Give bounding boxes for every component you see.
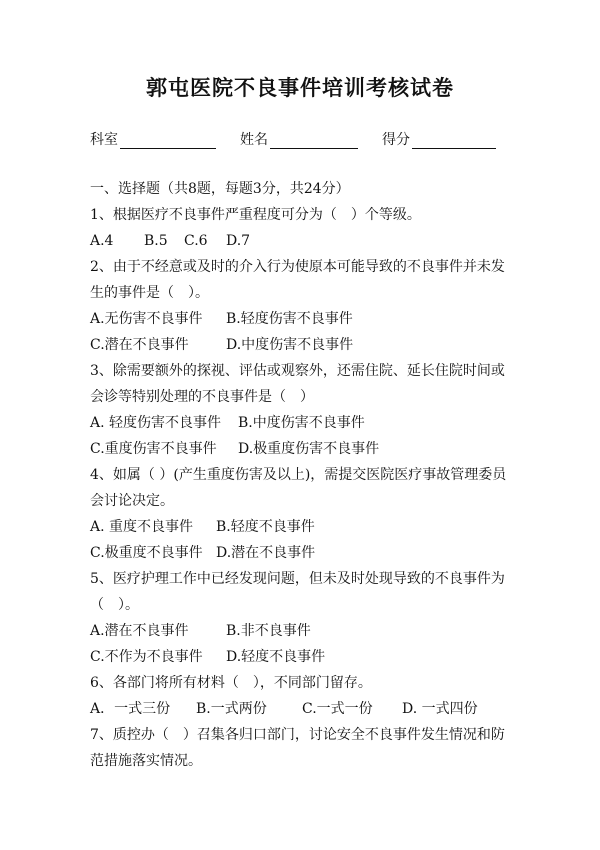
q4-text-line1: 4、如属（ ）(产生重度伤害及以上)，需提交医院医疗事故管理委员 (90, 467, 507, 483)
q3-text-line1: 3、除需要额外的探视、评估或观察外，还需住院、延长住院时间或 (90, 363, 505, 379)
q1-option-d: D.7 (226, 233, 251, 249)
dept-label: 科室 (90, 132, 118, 148)
score-blank (412, 132, 496, 149)
name-field (240, 129, 358, 149)
name-label: 姓名 (240, 132, 268, 148)
page-title: 郭屯医院不良事件培训考核试卷 (146, 75, 454, 100)
question-list (90, 176, 520, 774)
score-field (382, 129, 496, 149)
q5-options-row2 (90, 644, 520, 670)
q1-option-c: C.6 (184, 233, 208, 249)
q3-options-row1 (90, 410, 520, 436)
q5-option-b: B.非不良事件 (226, 623, 311, 639)
q5-options-row1 (90, 618, 520, 644)
q6-option-b: B.一式两份 (196, 701, 267, 717)
q2-text-line2: 生的事件是（ ）。 (90, 285, 209, 301)
q2-option-a: A.无伤害不良事件 (90, 311, 203, 327)
q4-options-row1 (90, 514, 520, 540)
q7-text-line2: 范措施落实情况。 (90, 753, 202, 769)
q3-option-c: C.重度伤害不良事件 (90, 441, 217, 457)
name-blank (270, 132, 358, 149)
q7-text-line1: 7、质控办（ ）召集各归口部门，讨论安全不良事件发生情况和防 (90, 727, 505, 743)
q1-text: 1、根据医疗不良事件严重程度可分为（ ）个等级。 (90, 207, 421, 223)
q5-option-c: C.不作为不良事件 (90, 649, 203, 665)
q1-option-b: B.5 (144, 233, 168, 249)
q3-text-line2: 会诊等特别处理的不良事件是（ ） (90, 389, 314, 405)
q3-option-d: D.极重度伤害不良事件 (238, 441, 380, 457)
q6-option-d: D. 一式四份 (402, 701, 478, 717)
q2-option-d: D.中度伤害不良事件 (226, 337, 354, 353)
q2-options-row1 (90, 306, 520, 332)
q6-text: 6、各部门将所有材料（ ），不同部门留存。 (90, 675, 372, 691)
q4-option-a: A. 重度不良事件 (90, 519, 194, 535)
q4-option-c: C.极重度不良事件 (90, 545, 203, 561)
q1-options (90, 228, 520, 254)
q6-option-c: C.一式一份 (302, 701, 373, 717)
q2-option-b: B.轻度伤害不良事件 (226, 311, 353, 327)
q6-options (90, 696, 520, 722)
q4-option-b: B.轻度不良事件 (216, 519, 315, 535)
q1-option-a: A.4 (90, 233, 114, 249)
dept-field (90, 129, 216, 149)
q2-option-c: C.潜在不良事件 (90, 337, 189, 353)
q3-option-b: B.中度伤害不良事件 (238, 415, 365, 431)
q3-option-a: A. 轻度伤害不良事件 (90, 415, 222, 431)
score-label: 得分 (382, 132, 410, 148)
q2-options-row2 (90, 332, 520, 358)
q4-text-line2: 会讨论决定。 (90, 493, 174, 509)
q3-options-row2 (90, 436, 520, 462)
q5-option-a: A.潜在不良事件 (90, 623, 189, 639)
q4-options-row2 (90, 540, 520, 566)
dept-blank (120, 132, 216, 149)
q5-text-line2: （ ）。 (90, 597, 139, 613)
q5-text-line1: 5、医疗护理工作中已经发现问题，但未及时处现导致的不良事件为 (90, 571, 505, 587)
q2-text-line1: 2、由于不经意或及时的介入行为使原本可能导致的不良事件并未发 (90, 259, 505, 275)
q4-option-d: D.潜在不良事件 (216, 545, 316, 561)
q6-option-a: A．一式三份 (90, 701, 171, 717)
q5-option-d: D.轻度不良事件 (226, 649, 326, 665)
section-heading: 一、选择题（共8题，每题3分，共24分） (90, 181, 350, 197)
